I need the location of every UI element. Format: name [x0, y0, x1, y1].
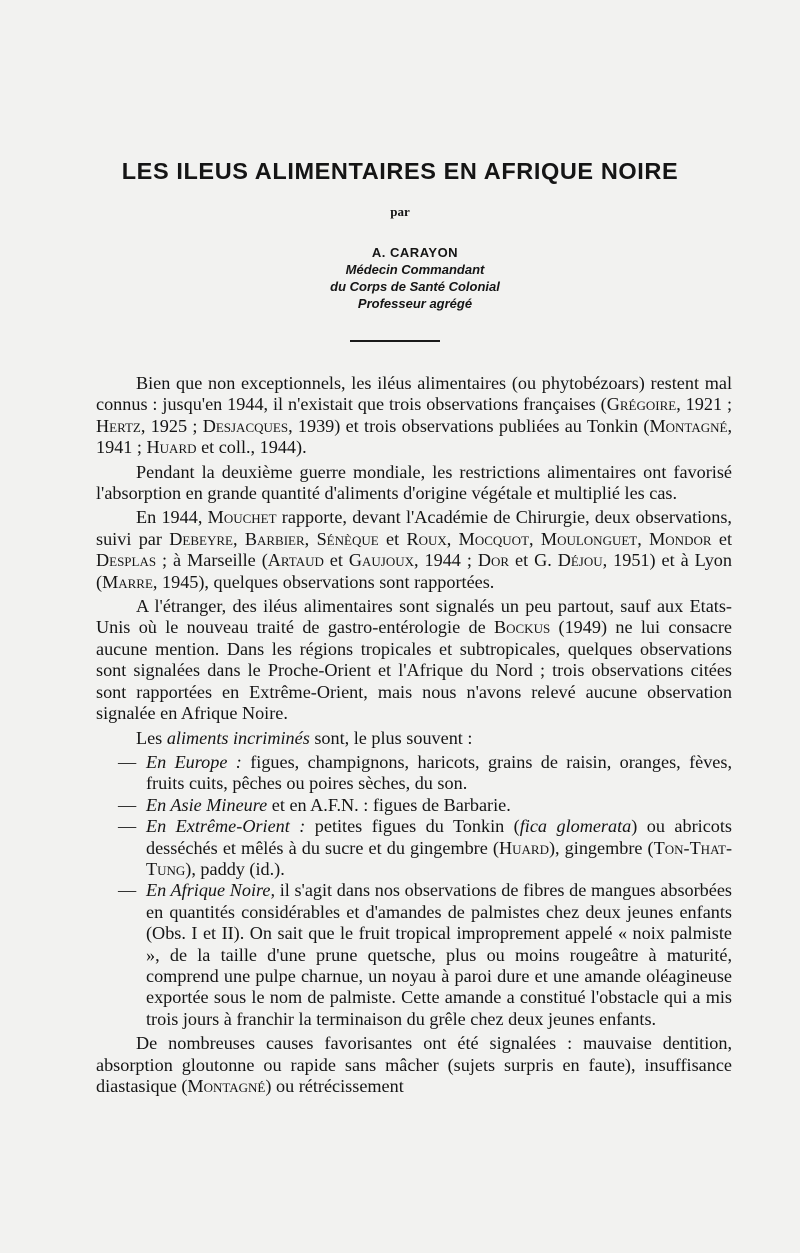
author-corps: du Corps de Santé Colonial — [330, 279, 500, 294]
author-title: Professeur agrégé — [357, 296, 473, 311]
author-name: A. CARAYON — [371, 245, 459, 260]
paragraph-5: Les aliments incriminés sont, le plus souvent : — [136, 727, 473, 748]
author-block — [290, 244, 540, 312]
list-item: — En Asie Mineure et en A.F.N. : figues de Barbarie. — [118, 794, 511, 815]
article-body — [96, 373, 732, 1100]
separator-rule — [350, 340, 440, 342]
list-item: — En Extrême-Orient : petites figues du Tonkin (fica glomerata) ou abricots desséchés et mêlés à du sucre et du gingembre (Huard), gingembre (Ton-That-Tung), paddy (id.). — [118, 816, 733, 879]
list-item: — En Europe : figues, champignons, haricots, grains de raisin, oranges, fèves, fruits cuits, pêches ou poires sèches, du son. — [118, 751, 732, 794]
paragraph-6: De nombreuses causes favorisantes ont été signalées : mauvaise dentition, absorption gloutonne ou rapide sans mâcher (sujets surpris en faute), insuffisance diastasique (Montagné) ou rétrécissement — [96, 1033, 732, 1096]
paragraph-2: Pendant la deuxième guerre mondiale, les restrictions alimentaires ont favorisé l'absorption en grande quantité d'aliments d'origine végétale et multiplié les cas. — [96, 461, 732, 504]
article-title: LES ILEUS ALIMENTAIRES EN AFRIQUE NOIRE — [121, 158, 679, 184]
by-line: par — [390, 204, 410, 219]
food-list — [96, 752, 732, 1030]
paragraph-3: En 1944, Mouchet rapporte, devant l'Académie de Chirurgie, deux observations, suivi par Debeyre, Barbier, Sénèque et Roux, Mocquot, Moulonguet, Mondor et Desplas ; à Marseille (Artaud et Gaujoux, 1944 ; Dor et G. Déjou, 1951) et à Lyon (Marre, 1945), quelques observations sont rapportées. — [96, 507, 732, 592]
author-rank: Médecin Commandant — [345, 262, 485, 277]
paragraph-1: Bien que non exceptionnels, les iléus alimentaires (ou phytobézoars) restent mal connus : jusqu'en 1944, il n'existait que trois observations françaises (Grégoire, 1921 ; Hertz, 1925 ; Desjacques, 1939) et trois observations publiées au Tonkin (Montagné, 1941 ; Huard et coll., 1944). — [96, 373, 732, 458]
paragraph-4: A l'étranger, des iléus alimentaires sont signalés un peu partout, sauf aux Etats-Unis où le nouveau traité de gastro-entérologie de Bockus (1949) ne lui consacre aucune mention. Dans les régions tropicales et subtropicales, quelques observations sont signalées dans le Proche-Orient et l'Afrique du Nord ; trois observations citées sont rapportées en Extrême-Orient, mais nous n'avons relevé aucune observation signalée en Afrique Noire. — [96, 596, 732, 724]
list-item: — En Afrique Noire, il s'agit dans nos observations de fibres de mangues absorbées en quantités considérables et d'amandes de palmistes chez deux jeunes enfants (Obs. I et II). On sait que le fruit tropical improprement appelé « noix palmiste », de la taille d'une prune quetsche, plus ou moins rougeâtre à maturité, comprend une pulpe charnue, un noyau à paroi dure et une amande oléagineuse exportée sous le nom de palmiste. Cette amande a constitué l'obstacle qui a mis trois jours à franchir la terminaison du grêle chez deux jeunes enfants. — [118, 880, 732, 1029]
